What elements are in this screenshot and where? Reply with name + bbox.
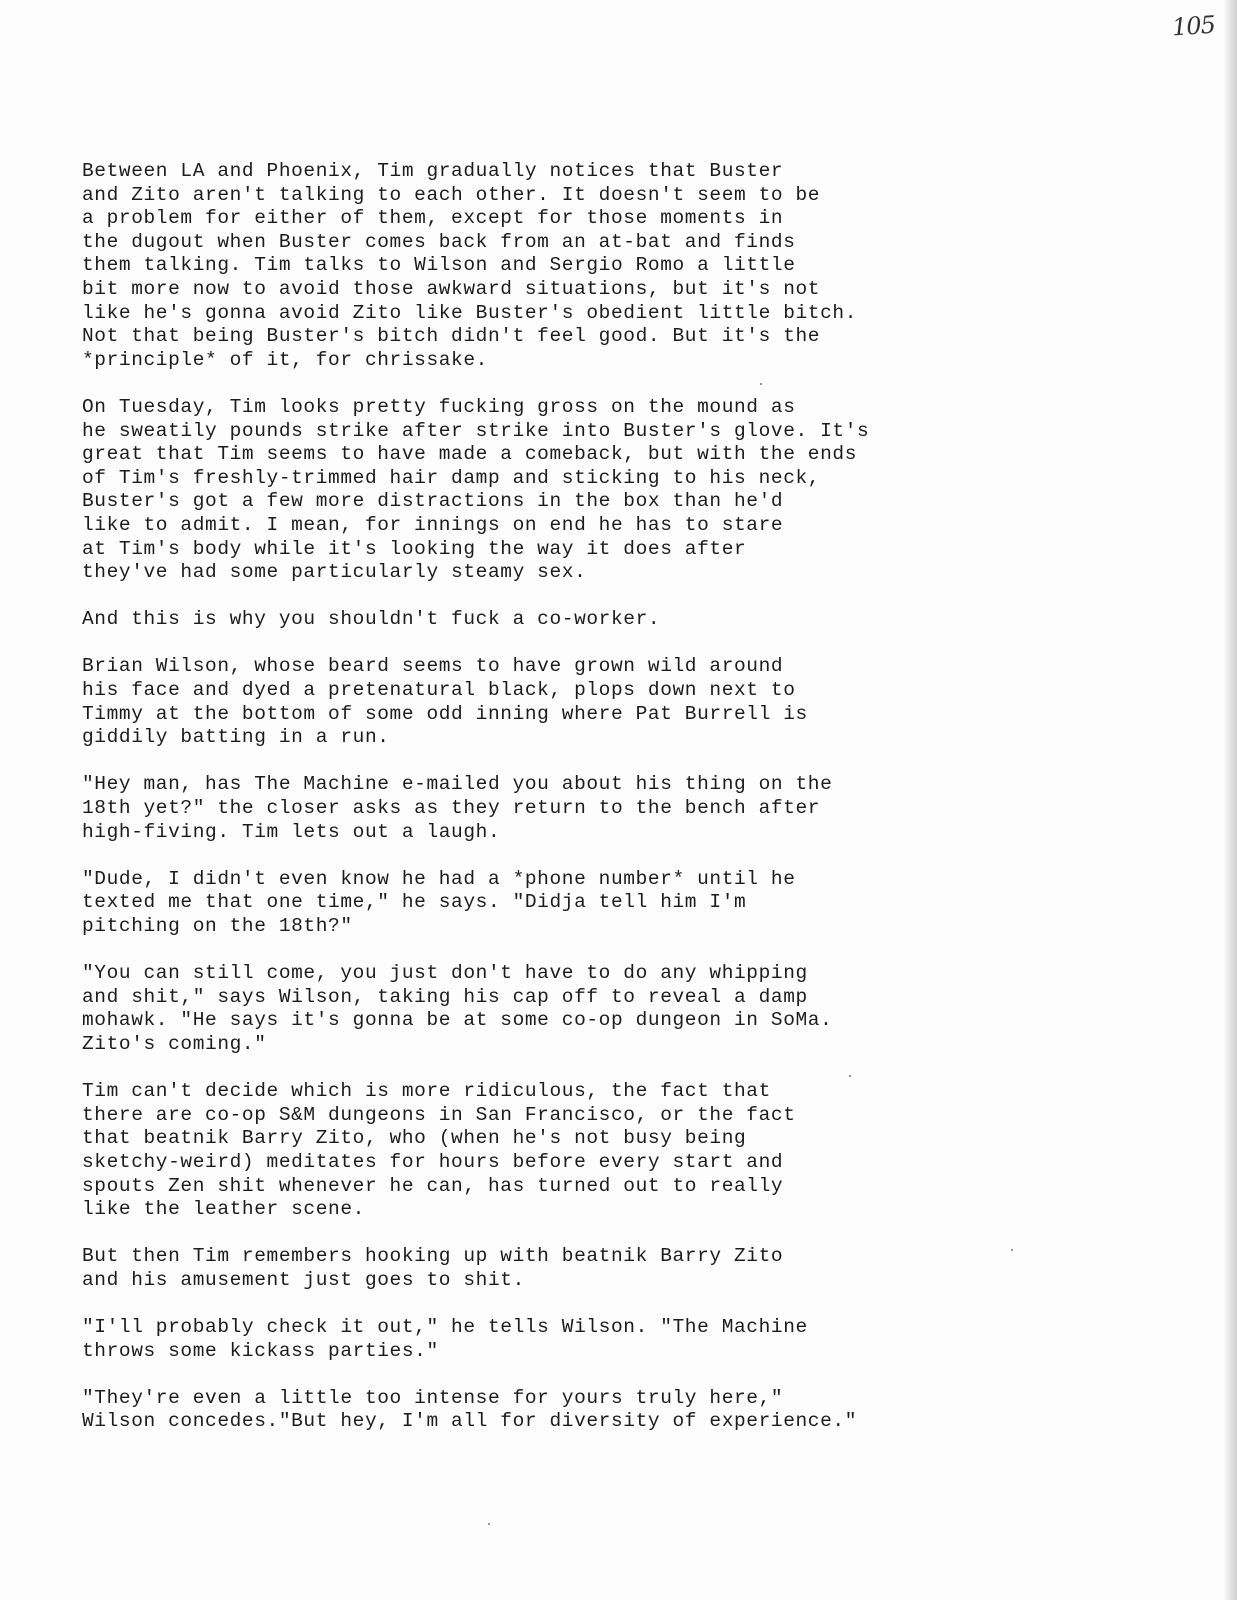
scan-edge-shadow [1223,0,1237,1600]
paragraph [82,1387,1162,1434]
text-line: like he's gonna avoid Zito like Buster's obedient little bitch. [82,301,858,324]
text-line: "You can still come, you just don't have to do any whipping [82,962,808,985]
text-line: Tim can't decide which is more ridiculous, the fact that [82,1080,771,1103]
text-line: and Zito aren't talking to each other. It doesn't seem to be [82,183,821,206]
text-line: *principle* of it, for chrissake. [82,348,488,371]
text-line: throws some kickass parties." [82,1339,439,1362]
text-line: the dugout when Buster comes back from an at-bat and finds [82,230,796,253]
page-number: 105 [1171,10,1216,42]
paragraph [82,1245,1162,1292]
text-line: Between LA and Phoenix, Tim gradually notices that Buster [82,160,784,182]
text-line: that beatnik Barry Zito, who (when he's not busy being [82,1127,747,1150]
text-line: and shit," says Wilson, taking his cap off to reveal a damp [82,985,808,1008]
text-line: 18th yet?" the closer asks as they return to the bench after [82,797,821,820]
paragraph [82,655,1162,749]
text-line: giddily batting in a run. [82,726,390,749]
text-line: Not that being Buster's bitch didn't feel good. But it's the [82,325,821,348]
text-line: "They're even a little too intense for yours truly here," [82,1386,784,1409]
paragraph [82,160,1162,372]
text-line: his face and dyed a pretenatural black, plops down next to [82,679,796,702]
text-line: Timmy at the bottom of some odd inning where Pat Burrell is [82,702,808,725]
paragraph [82,1316,1162,1363]
text-line: Brian Wilson, whose beard seems to have grown wild around [82,655,784,678]
text-line: spouts Zen shit whenever he can, has turned out to really [82,1174,784,1197]
paragraph [82,868,1162,939]
text-line: And this is why you shouldn't fuck a co-worker. [82,608,661,631]
text-line: like the leather scene. [82,1198,365,1221]
text-line: On Tuesday, Tim looks pretty fucking gross on the mound as [82,395,796,418]
text-line: mohawk. "He says it's gonna be at some co-op dungeon in SoMa. [82,1009,833,1032]
text-line: Buster's got a few more distractions in the box than he'd [82,490,784,513]
text-line: "Dude, I didn't even know he had a *phone number* until he [82,867,796,890]
text-line: at Tim's body while it's looking the way it does after [82,537,747,560]
text-line: like to admit. I mean, for innings on end he has to stare [82,513,784,536]
scan-speck [488,1523,490,1525]
text-line: a problem for either of them, except for those moments in [82,207,784,230]
text-line: bit more now to avoid those awkward situations, but it's not [82,277,821,300]
text-line: Zito's coming." [82,1032,267,1055]
paragraph [82,962,1162,1056]
text-line: Wilson concedes."But hey, I'm all for diversity of experience." [82,1410,858,1433]
text-line: But then Tim remembers hooking up with beatnik Barry Zito [82,1245,784,1268]
text-line: and his amusement just goes to shit. [82,1268,525,1291]
body-text [82,160,1162,1458]
paragraph [82,396,1162,585]
text-line: of Tim's freshly-trimmed hair damp and sticking to his neck, [82,466,821,489]
paragraph [82,773,1162,844]
text-line: high-fiving. Tim lets out a laugh. [82,820,501,843]
text-line: sketchy-weird) meditates for hours before every start and [82,1150,784,1173]
text-line: pitching on the 18th?" [82,915,353,937]
text-line: "I'll probably check it out," he tells Wilson. "The Machine [82,1316,808,1339]
paragraph [82,1080,1162,1222]
text-line: texted me that one time," he says. "Didja tell him I'm [82,891,747,914]
text-line: there are co-op S&M dungeons in San Francisco, or the fact [82,1103,796,1126]
text-line: they've had some particularly steamy sex. [82,561,587,584]
text-line: he sweatily pounds strike after strike into Buster's glove. It's [82,419,870,442]
text-line: them talking. Tim talks to Wilson and Sergio Romo a little [82,254,796,277]
text-line: "Hey man, has The Machine e-mailed you about his thing on the [82,773,833,796]
paragraph [82,608,1162,632]
text-line: great that Tim seems to have made a comeback, but with the ends [82,443,858,466]
